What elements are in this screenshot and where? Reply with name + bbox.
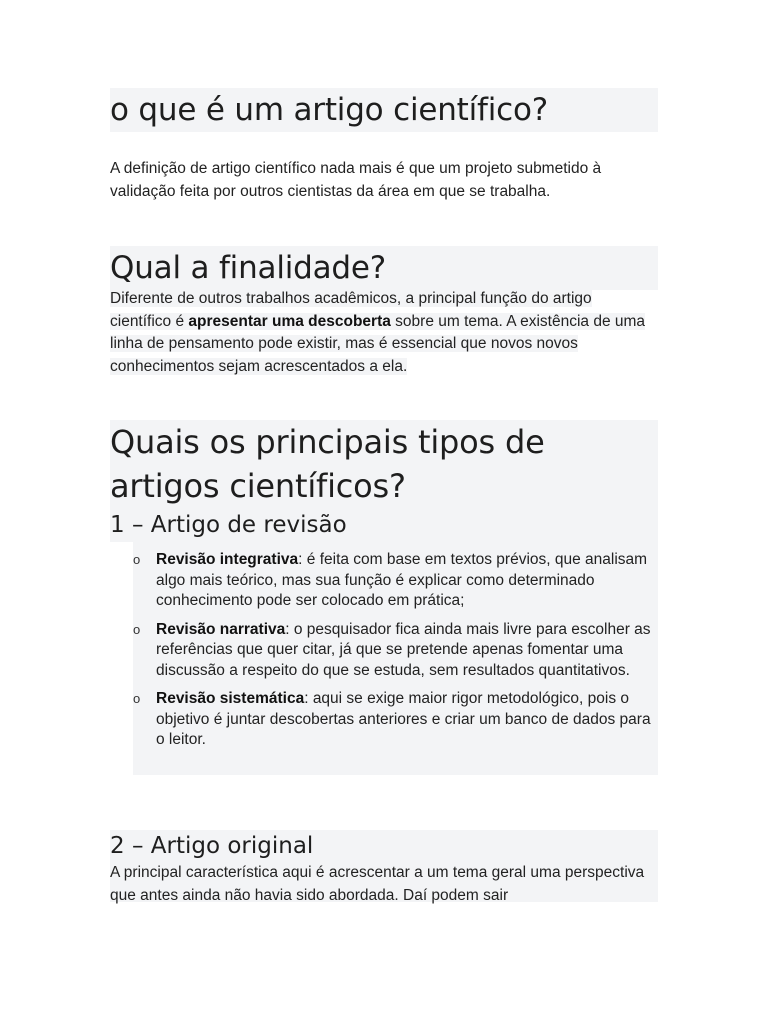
list-item-text: : é feita com base em textos prévios, que analisam algo mais teórico, mas sua função é explicar como determinado conhecimento pode ser colocado em prática; (156, 551, 648, 609)
bullet-circle-icon: o (133, 621, 141, 637)
list-item (110, 620, 658, 682)
list-item-term: Revisão sistemática (156, 690, 305, 707)
list-item-text: : aqui se exige maior rigor metodológico, pois o objetivo é juntar descobertas anteriores e criar um banco de dados para o leitor. (156, 690, 651, 748)
section-title-what-is: o que é um artigo científico? (110, 92, 549, 128)
list-item-text: : o pesquisador fica ainda mais livre para escolher as referências que quer citar, já que se pretende apenas fomentar uma discussão a respeito do que se estuda, sem resultados quantitativos. (156, 620, 651, 679)
list-item-term: Revisão integrativa (156, 551, 299, 568)
subsection-title-original: 2 – Artigo original (110, 833, 314, 859)
purpose-text-start: Diferente de outros trabalhos acadêmicos, a principal função do artigo científico é (110, 290, 592, 330)
purpose-text-end: sobre um tema. A existência de uma linha de pensamento pode existir, mas é essencial que novos novos conhecimentos sejam acrescentados a ela. (110, 312, 646, 375)
section-heading-container (110, 88, 658, 132)
section-original-article (110, 830, 658, 902)
section-article-types (110, 420, 658, 775)
bullet-circle-icon: o (133, 691, 141, 706)
original-article-paragraph: A principal característica aqui é acrescentar a um tema geral uma perspectiva que antes ainda não havia sido abordada. Daí podem sair (110, 864, 645, 904)
definition-paragraph: A definição de artigo científico nada mais é que um projeto submetido à validação feita por outros cientistas da área em que se trabalha. (110, 160, 602, 200)
bullet-circle-icon: o (133, 552, 141, 567)
section-title-purpose: Qual a finalidade? (110, 250, 387, 286)
subsection-title-review: 1 – Artigo de revisão (110, 512, 347, 538)
list-item (110, 550, 658, 612)
list-item (110, 689, 658, 751)
section-heading-container (110, 246, 658, 290)
list-item-term: Revisão narrativa (156, 620, 286, 638)
purpose-paragraph (110, 288, 650, 378)
review-types-list (110, 550, 658, 751)
section-title-types: Quais os principais tipos de artigos científicos? (110, 423, 545, 505)
purpose-text-bold: apresentar uma descoberta (188, 312, 391, 330)
section-body-purpose (110, 288, 650, 378)
section-body-definition (110, 158, 658, 203)
